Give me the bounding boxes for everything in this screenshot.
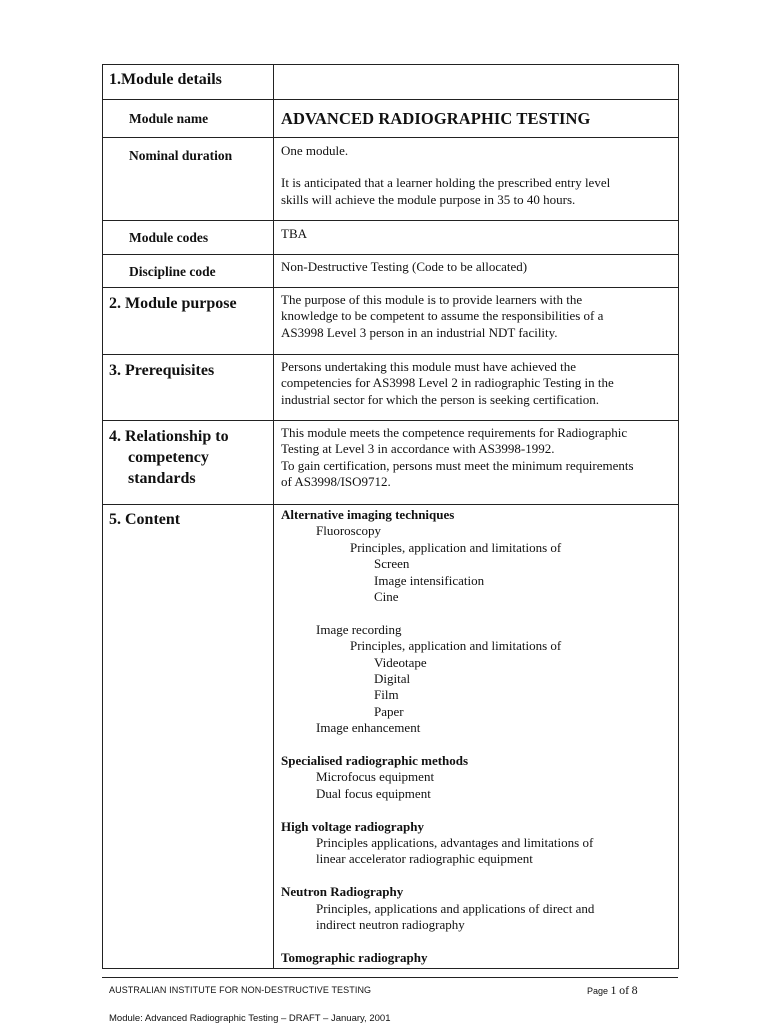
page-word: Page (587, 986, 609, 996)
content-item: Cine (374, 589, 399, 605)
content-item: Principles, application and limitations of (350, 638, 562, 654)
module-name-value: ADVANCED RADIOGRAPHIC TESTING (281, 109, 591, 128)
discipline-code-row (103, 255, 679, 288)
content-item: Dual focus equipment (316, 785, 431, 801)
page-current: 1 (610, 983, 617, 997)
module-purpose-heading: 2. Module purpose (109, 295, 237, 312)
content-item: Principles applications, advantages and limitations of (316, 835, 594, 851)
module-details-heading-cell (103, 65, 274, 100)
content-section-title: High voltage radiography (281, 818, 425, 834)
module-name-label: Module name (129, 111, 209, 126)
module-name-row (103, 100, 679, 138)
prerequisites-heading: 3. Prerequisites (109, 362, 215, 379)
module-details-empty-cell (274, 65, 679, 100)
relationship-line: Testing at Level 3 in accordance with AS3998-1992. (281, 441, 555, 457)
prerequisites-row (103, 355, 679, 421)
module-details-heading: 1.Module details (109, 71, 222, 88)
nominal-duration-label: Nominal duration (129, 148, 233, 163)
content-item: Image intensification (374, 572, 485, 588)
content-item: indirect neutron radiography (316, 917, 465, 933)
content-section-title: Neutron Radiography (281, 884, 404, 900)
module-purpose-text (274, 288, 678, 341)
module-codes-row (103, 221, 679, 255)
module-codes-label: Module codes (129, 230, 209, 245)
prerequisites-line: competencies for AS3998 Level 2 in radiographic Testing in the (281, 375, 614, 391)
content-item: Fluoroscopy (316, 523, 381, 539)
content-section-title: Alternative imaging techniques (281, 507, 455, 522)
relationship-text (274, 421, 678, 491)
relationship-row (103, 421, 679, 505)
nominal-duration-line: skills will achieve the module purpose in 35 to 40 hours. (281, 191, 576, 207)
page-indicator (587, 983, 638, 998)
nominal-duration-value (274, 138, 678, 208)
module-purpose-row (103, 288, 679, 355)
discipline-code-label: Discipline code (129, 264, 216, 279)
discipline-code-value: Non-Destructive Testing (Code to be allocated) (281, 259, 528, 274)
content-item: Image enhancement (316, 720, 421, 736)
content-item: linear accelerator radiographic equipment (316, 851, 533, 867)
relationship-heading-line: competency (128, 449, 209, 466)
prerequisites-line: industrial sector for which the person is seeking certification. (281, 391, 600, 407)
module-codes-value: TBA (281, 226, 307, 241)
content-item: Principles, applications and applications of direct and (316, 900, 595, 916)
page-total: 8 (631, 983, 638, 997)
content-item: Digital (374, 671, 411, 687)
nominal-duration-row (103, 138, 679, 221)
content-item: Microfocus equipment (316, 769, 435, 785)
content-list (274, 505, 678, 966)
footer-organisation: AUSTRALIAN INSTITUTE FOR NON-DESTRUCTIVE TESTING (109, 985, 372, 995)
relationship-line: of AS3998/ISO9712. (281, 474, 391, 490)
content-item: Paper (374, 703, 404, 719)
content-section-title: Tomographic radiography (281, 949, 428, 965)
relationship-heading-line: 4. Relationship to (109, 428, 229, 445)
relationship-heading-line: standards (128, 470, 196, 487)
relationship-line: This module meets the competence requirements for Radiographic (281, 425, 628, 440)
module-details-row (103, 65, 679, 100)
module-table (102, 64, 679, 969)
module-purpose-line: The purpose of this module is to provide learners with the (281, 292, 583, 307)
content-heading: 5. Content (109, 511, 181, 528)
relationship-line: To gain certification, persons must meet the minimum requirements (281, 457, 634, 473)
module-purpose-line: AS3998 Level 3 person in an industrial NDT facility. (281, 324, 558, 340)
prerequisites-text (274, 355, 678, 408)
nominal-duration-line: It is anticipated that a learner holding the prescribed entry level (281, 175, 611, 191)
footer-divider (102, 977, 678, 978)
relationship-heading (103, 421, 273, 489)
module-purpose-line: knowledge to be competent to assume the responsibilities of a (281, 308, 604, 324)
nominal-duration-line: One module. (281, 143, 349, 158)
footer-module-line: Module: Advanced Radiographic Testing – DRAFT – January, 2001 (109, 1013, 391, 1024)
prerequisites-line: Persons undertaking this module must have achieved the (281, 359, 576, 374)
content-row (103, 505, 679, 969)
content-item: Principles, application and limitations of (350, 539, 562, 555)
content-item: Videotape (374, 654, 427, 670)
content-section-title: Specialised radiographic methods (281, 753, 469, 769)
content-item: Image recording (316, 621, 402, 637)
content-item: Screen (374, 556, 410, 572)
content-item: Film (374, 687, 399, 703)
page-of: of (619, 983, 630, 997)
